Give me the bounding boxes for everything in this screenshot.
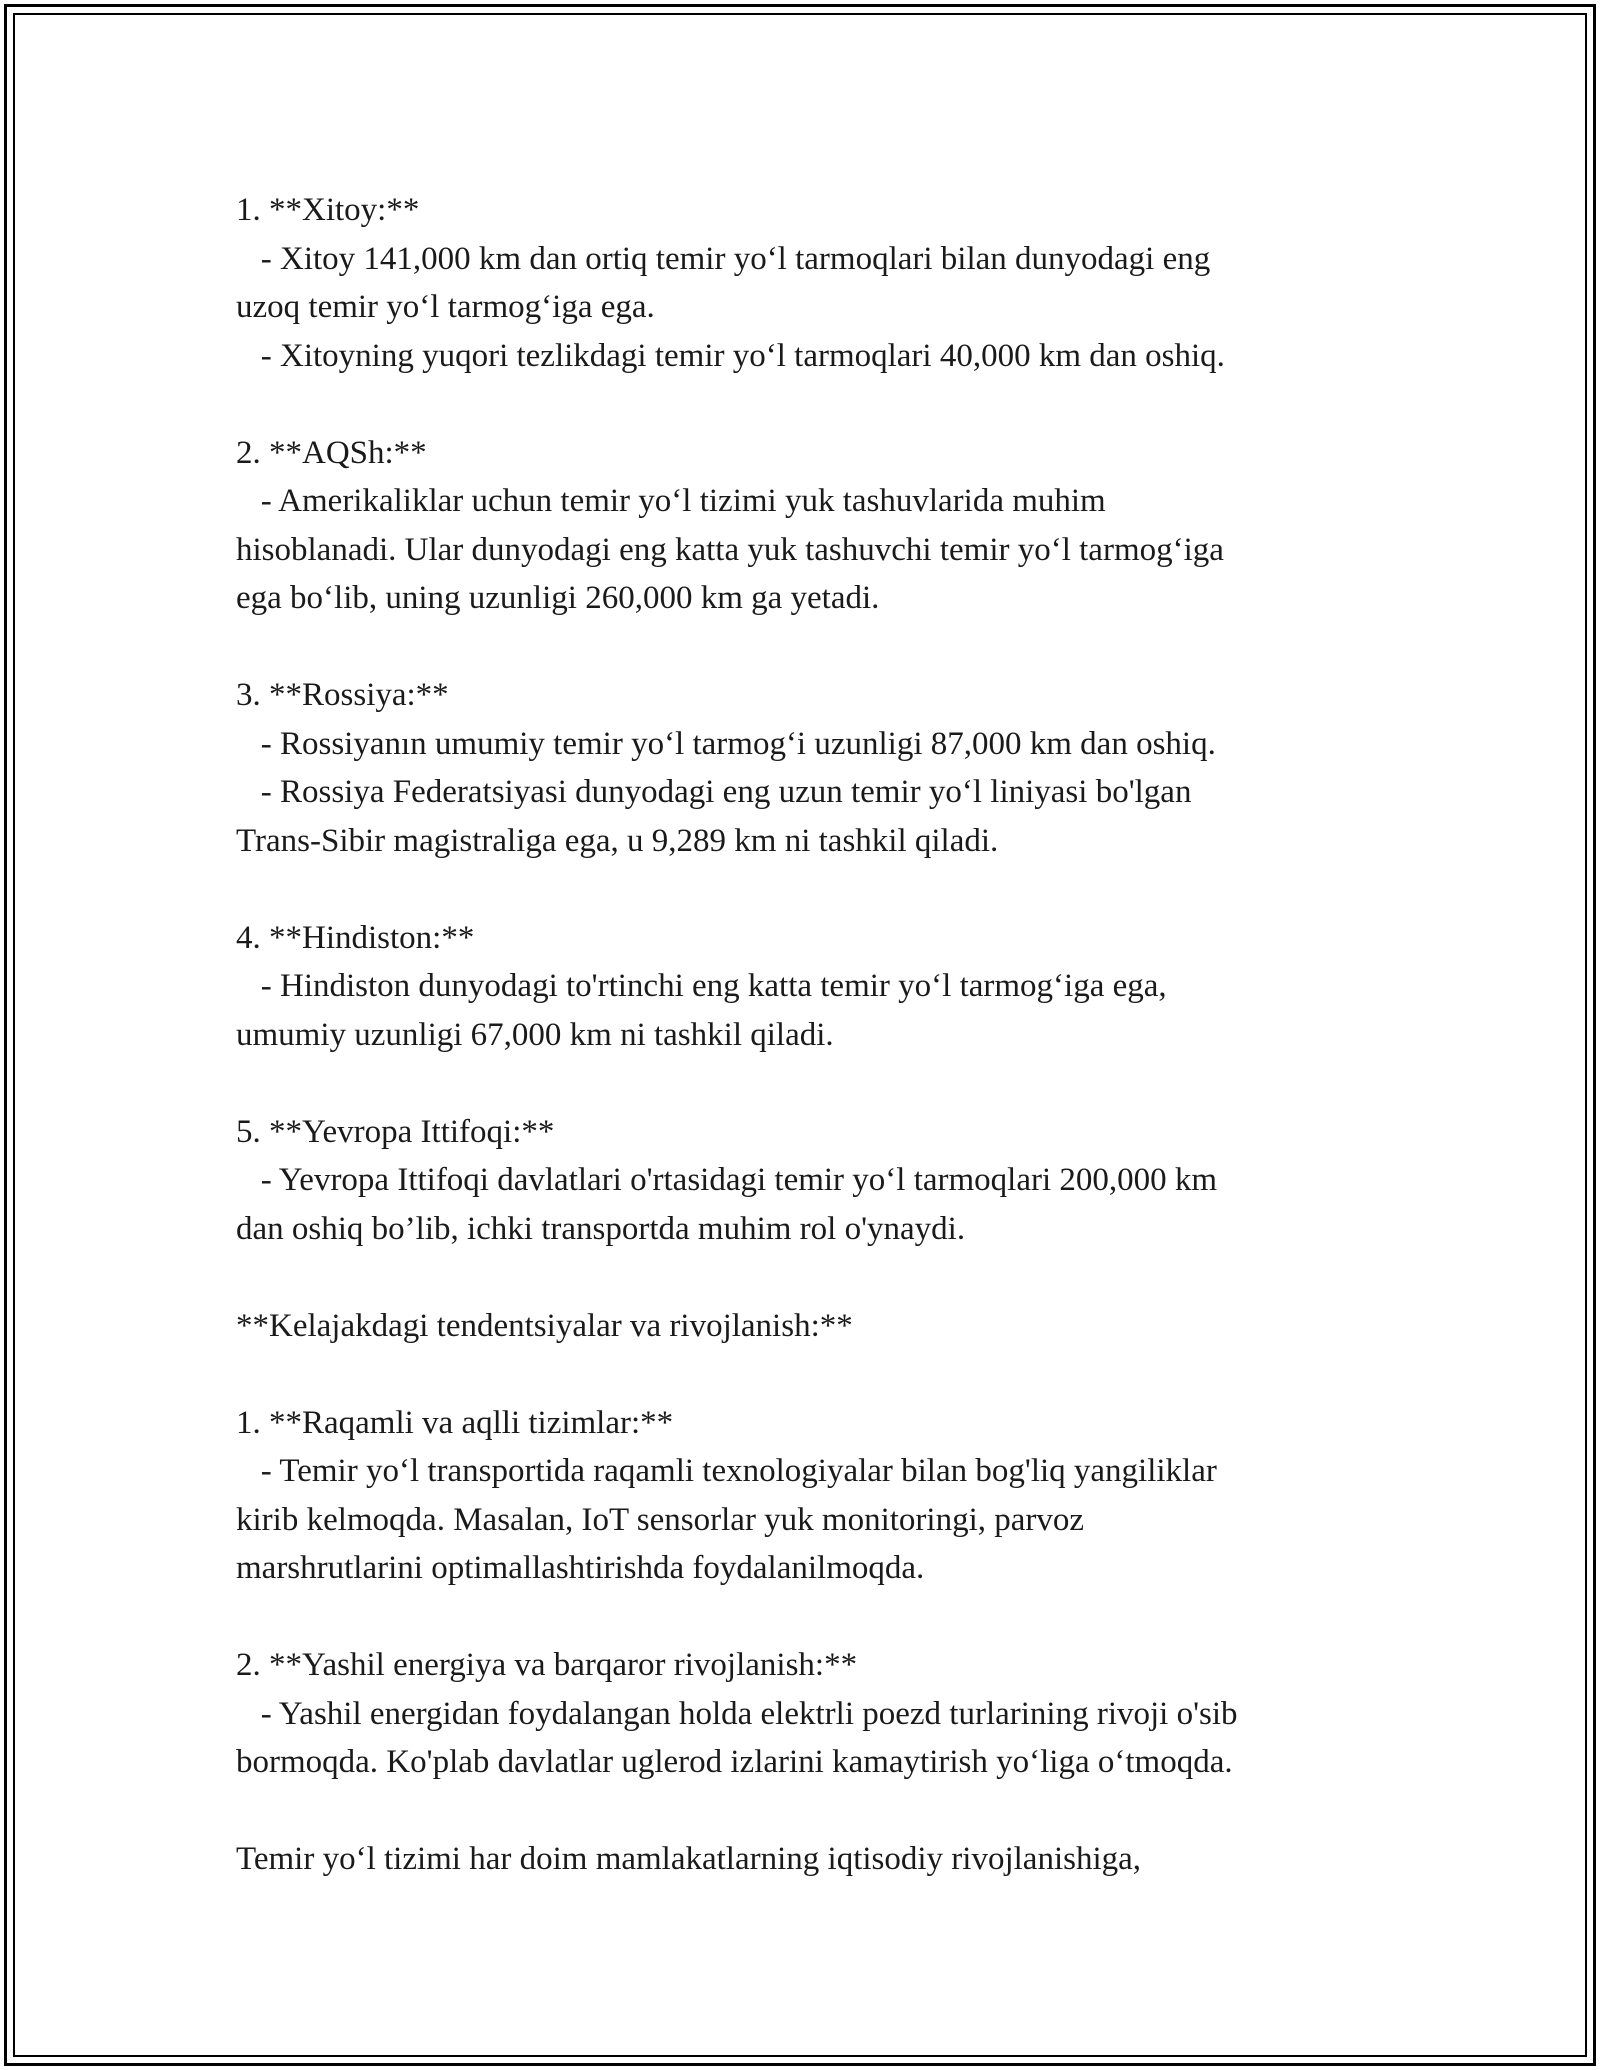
section-aqsh <box>236 429 1386 623</box>
section-hindiston <box>236 914 1386 1060</box>
list-heading: 4. **Hindiston:** <box>236 919 475 956</box>
list-item-text: kirib kelmoqda. Masalan, IoT sensorlar yuk monitoringi, parvoz <box>236 1501 1085 1538</box>
list-heading: 1. **Raqamli va aqlli tizimlar:** <box>236 1404 674 1441</box>
list-item-text: - Xitoyning yuqori tezlikdagi temir yo‘l tarmoqlari 40,000 km dan oshiq. <box>236 337 1225 374</box>
list-heading: 5. **Yevropa Ittifoqi:** <box>236 1113 555 1150</box>
section-heading-kelajak <box>236 1302 1386 1351</box>
list-item-text: - Temir yo‘l transportida raqamli texnologiyalar bilan bog'liq yangiliklar <box>236 1453 1217 1489</box>
list-item-text: marshrutlarini optimallashtirishda foydalanilmoqda. <box>236 1550 925 1586</box>
paragraph-gap <box>236 1593 1386 1642</box>
closing-paragraph <box>236 1835 1386 1884</box>
section-heading: **Kelajakdagi tendentsiyalar va rivojlanish:** <box>236 1307 853 1344</box>
list-item-text: Trans-Sibir magistraliga ega, u 9,289 km ni tashkil qiladi. <box>236 822 999 859</box>
document-body <box>236 186 1386 1884</box>
list-item-text: - Yashil energidan foydalangan holda elektrli poezd turlarining rivoji o'sib <box>236 1695 1238 1732</box>
list-item-text: - Hindiston dunyodagi to'rtinchi eng katta temir yo‘l tarmog‘iga ega, <box>236 968 1167 1004</box>
list-item-text: uzoq temir yo‘l tarmog‘iga ega. <box>236 289 655 325</box>
list-heading: 2. **AQSh:** <box>236 434 427 471</box>
paragraph-gap <box>236 623 1386 672</box>
paragraph-gap <box>236 865 1386 914</box>
list-item-text: bormoqda. Ko'plab davlatlar uglerod izlarini kamaytirish yo‘liga o‘tmoqda. <box>236 1744 1233 1780</box>
paragraph-gap <box>236 1350 1386 1399</box>
paragraph-gap <box>236 1059 1386 1108</box>
list-item-text: ega bo‘lib, uning uzunligi 260,000 km ga yetadi. <box>236 580 880 616</box>
list-item-text: - Rossiya Federatsiyasi dunyodagi eng uzun temir yo‘l liniyasi bo'lgan <box>236 774 1192 810</box>
list-item-text: umumiy uzunligi 67,000 km ni tashkil qiladi. <box>236 1016 834 1053</box>
section-yevropa-ittifoqi <box>236 1108 1386 1254</box>
list-item-text: - Amerikaliklar uchun temir yo‘l tizimi yuk tashuvlarida muhim <box>236 483 1106 519</box>
list-item-text: - Rossiyanın umumiy temir yo‘l tarmog‘i uzunligi 87,000 km dan oshiq. <box>236 725 1216 762</box>
list-heading: 1. **Xitoy:** <box>236 192 420 228</box>
list-item-text: dan oshiq bo’lib, ichki transportda muhim rol o'ynaydi. <box>236 1210 966 1247</box>
paragraph-gap <box>236 1787 1386 1836</box>
section-xitoy <box>236 186 1386 380</box>
list-item-text: - Xitoy 141,000 km dan ortiq temir yo‘l tarmoqlari bilan dunyodagi eng <box>236 240 1211 277</box>
section-yashil-energiya <box>236 1641 1386 1787</box>
section-rossiya <box>236 671 1386 865</box>
paragraph-gap <box>236 1253 1386 1302</box>
list-heading: 3. **Rossiya:** <box>236 677 449 713</box>
paragraph-gap <box>236 380 1386 429</box>
list-item-text: - Yevropa Ittifoqi davlatlari o'rtasidagi temir yo‘l tarmoqlari 200,000 km <box>236 1162 1218 1198</box>
section-raqamli <box>236 1399 1386 1593</box>
paragraph-text: Temir yo‘l tizimi har doim mamlakatlarning iqtisodiy rivojlanishiga, <box>236 1841 1142 1877</box>
list-heading: 2. **Yashil energiya va barqaror rivojlanish:** <box>236 1647 858 1683</box>
list-item-text: hisoblanadi. Ular dunyodagi eng katta yuk tashuvchi temir yo‘l tarmog‘iga <box>236 531 1224 568</box>
